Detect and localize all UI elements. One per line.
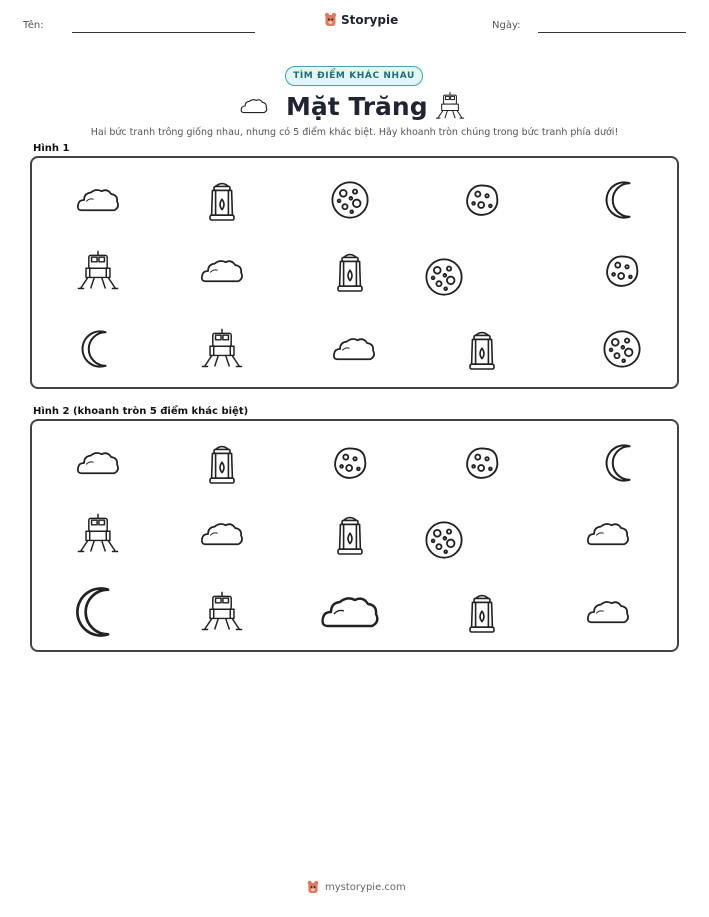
picture-1-label: Hình 1 bbox=[33, 143, 70, 154]
footer bbox=[307, 880, 406, 894]
full-moon-icon[interactable] bbox=[423, 519, 465, 561]
lunar-lander-icon[interactable] bbox=[75, 511, 121, 557]
footer-url[interactable]: mystorypie.com bbox=[325, 881, 406, 893]
lunar-lander-icon bbox=[75, 248, 121, 294]
lantern-icon bbox=[202, 174, 242, 226]
name-label: Tên: bbox=[23, 20, 44, 31]
cloud-icon[interactable] bbox=[586, 519, 630, 549]
lantern-icon[interactable] bbox=[462, 586, 502, 638]
picture-2-label: Hình 2 (khoanh tròn 5 điểm khác biệt) bbox=[33, 406, 249, 417]
brand-name: Storypie bbox=[341, 12, 399, 27]
full-moon-icon bbox=[329, 179, 371, 221]
cloud-icon bbox=[240, 96, 268, 120]
date-line[interactable] bbox=[538, 32, 686, 33]
worksheet-type-badge: TÌM ĐIỂM KHÁC NHAU bbox=[285, 66, 423, 86]
crescent-moon-icon bbox=[77, 328, 119, 370]
cloud-icon bbox=[200, 256, 244, 286]
asteroid-icon bbox=[461, 179, 503, 221]
instructions: Hai bức tranh trông giống nhau, nhưng có 5 điểm khác biệt. Hãy khoanh tròn chúng trong bức tranh phía dưới! bbox=[90, 127, 619, 138]
lantern-icon[interactable] bbox=[202, 437, 242, 489]
title-row bbox=[240, 92, 470, 126]
cloud-icon[interactable] bbox=[76, 448, 120, 478]
page-title: Mặt Trăng bbox=[286, 92, 428, 121]
date-label: Ngày: bbox=[492, 20, 521, 31]
asteroid-icon[interactable] bbox=[461, 442, 503, 484]
lunar-lander-icon[interactable] bbox=[199, 589, 245, 635]
lunar-lander-icon bbox=[199, 326, 245, 372]
picture-1-panel bbox=[30, 156, 679, 389]
asteroid-icon[interactable] bbox=[329, 442, 371, 484]
cloud-icon[interactable] bbox=[586, 597, 630, 627]
cloud-icon bbox=[332, 334, 376, 364]
cloud-icon[interactable] bbox=[200, 519, 244, 549]
name-line[interactable] bbox=[72, 32, 255, 33]
lantern-icon bbox=[462, 323, 502, 375]
crescent-moon-icon[interactable] bbox=[70, 584, 126, 640]
full-moon-icon bbox=[601, 328, 643, 370]
full-moon-icon bbox=[423, 256, 465, 298]
picture-2-panel[interactable] bbox=[30, 419, 679, 652]
bear-icon bbox=[324, 12, 337, 27]
cloud-icon bbox=[76, 185, 120, 215]
crescent-moon-icon[interactable] bbox=[601, 442, 643, 484]
storypie-logo bbox=[324, 12, 398, 27]
lunar-lander-icon bbox=[434, 90, 466, 126]
cloud-icon[interactable] bbox=[319, 592, 381, 632]
bear-icon bbox=[307, 880, 319, 894]
asteroid-icon bbox=[601, 250, 643, 292]
lantern-icon[interactable] bbox=[330, 508, 370, 560]
lantern-icon bbox=[330, 245, 370, 297]
crescent-moon-icon bbox=[601, 179, 643, 221]
